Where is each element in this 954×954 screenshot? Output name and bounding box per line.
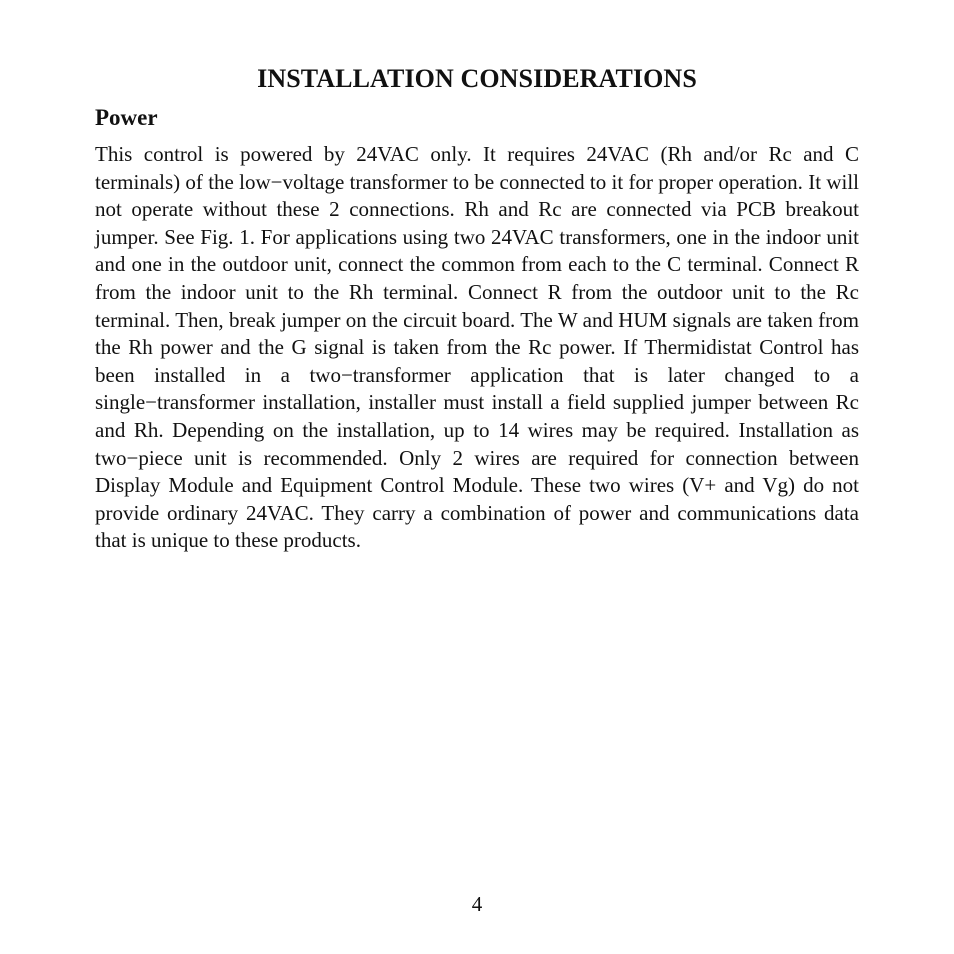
power-paragraph: This control is powered by 24VAC only. It requires 24VAC (Rh and/or Rc and C terminals) of the low−voltage transformer to be connected to it for proper operation. It will not operate without these 2 connections. Rh and Rc are connected via PCB breakout jumper. See Fig. 1. For applications using two 24VAC transformers, one in the indoor unit and one in the outdoor unit, connect the common from each to the C terminal. Connect R from the indoor unit to the Rh terminal. Connect R from the outdoor unit to the Rc terminal. Then, break jumper on the circuit board. The W and HUM signals are taken from the Rh power and the G signal is taken from the Rc power. If Thermidistat Control has been installed in a two−transformer application that is later changed to a single−transformer installation, installer must install a field supplied jumper between Rc and Rh. Depending on the installation, up to 14 wires may be required. Installation as two−piece unit is recommended. Only 2 wires are required for connection between Display Module and Equipment Control Module. These two wires (V+ and Vg) do not provide ordinary 24VAC. They carry a combination of power and communications data that is unique to these products.: [95, 142, 859, 553]
page-title: INSTALLATION CONSIDERATIONS: [257, 64, 697, 93]
page-number: 4: [471, 892, 483, 916]
section-heading-power: Power: [95, 105, 158, 130]
